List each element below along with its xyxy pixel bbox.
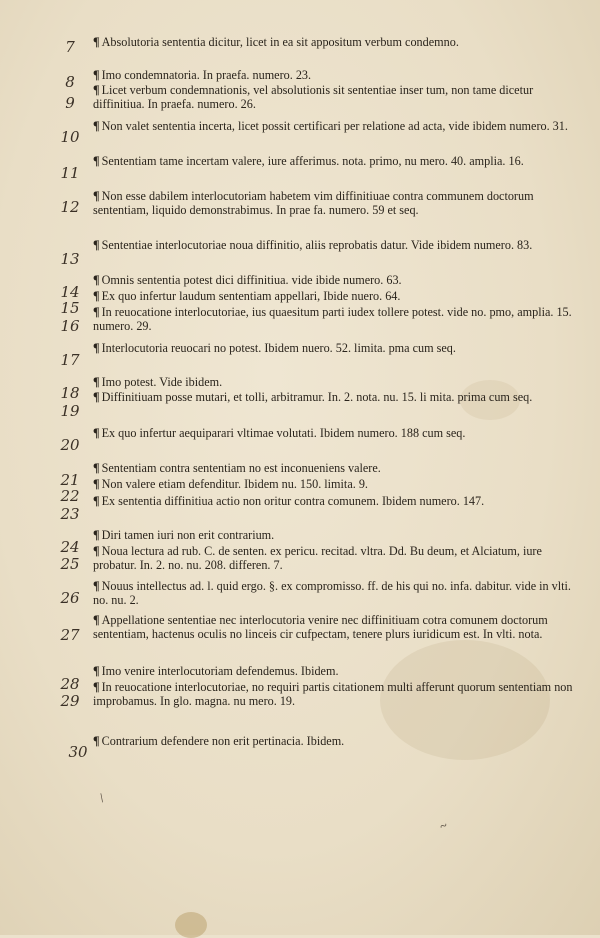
entry-number: 30 xyxy=(68,743,88,761)
entry-text: Diri tamen iuri non erit contrarium. xyxy=(101,528,275,542)
entry-text: Appellatione sententiae nec interlocutoria venire nec diffinitiuam cotra comunem doctorum sententiam, hactenus oculis no linceis cir cufpectam, tenere plurs iuridicum est. In vlti. nota. xyxy=(93,613,548,641)
entry-number: 28 xyxy=(60,675,80,693)
pilcrow-icon: ¶ xyxy=(93,461,100,475)
index-entry xyxy=(93,391,585,405)
entry-number: 24 xyxy=(60,538,80,556)
entry-text: Non valere etiam defenditur. Ibidem nu. 150. limita. 9. xyxy=(101,477,368,491)
pilcrow-icon: ¶ xyxy=(93,477,100,491)
index-entry xyxy=(93,342,585,356)
entry-number: 18 xyxy=(60,384,80,402)
index-entry xyxy=(93,427,585,441)
entry-number: 22 xyxy=(60,487,80,505)
entry-number: 8 xyxy=(65,73,75,91)
entry-number: 20 xyxy=(60,436,80,454)
pilcrow-icon: ¶ xyxy=(93,613,100,627)
entry-number: 7 xyxy=(65,38,75,56)
entry-text: Nouus intellectus ad. l. quid ergo. §. ex compromisso. ff. de his qui no. infa. dabitur. vide in vlti. no. nu. 2. xyxy=(93,579,571,607)
index-entry xyxy=(93,306,585,333)
pilcrow-icon: ¶ xyxy=(93,273,100,287)
pilcrow-icon: ¶ xyxy=(93,528,100,542)
entry-text: Ex quo infertur aequiparari vltimae volutati. Ibidem numero. 188 cum seq. xyxy=(101,426,466,440)
entry-number: 15 xyxy=(60,299,80,317)
ink-mark: ~ xyxy=(437,817,450,834)
pilcrow-icon: ¶ xyxy=(93,494,100,508)
index-entry xyxy=(93,681,585,708)
pilcrow-icon: ¶ xyxy=(93,390,100,404)
pilcrow-icon: ¶ xyxy=(93,154,100,168)
index-entry xyxy=(93,665,585,679)
entry-number: 26 xyxy=(60,589,80,607)
pilcrow-icon: ¶ xyxy=(93,579,100,593)
entry-text: Diffinitiuam posse mutari, et tolli, arbitramur. In. 2. nota. nu. 15. li mita. prima cum seq. xyxy=(101,390,533,404)
index-entry xyxy=(93,84,585,111)
pilcrow-icon: ¶ xyxy=(93,189,100,203)
entry-text: Interlocutoria reuocari no potest. Ibidem nuero. 52. limita. pma cum seq. xyxy=(101,341,456,355)
index-entry xyxy=(93,36,585,50)
entry-text: Imo venire interlocutoriam defendemus. Ibidem. xyxy=(101,664,339,678)
index-entry xyxy=(93,614,585,641)
entry-number: 11 xyxy=(60,164,80,182)
index-entry xyxy=(93,580,585,607)
entry-number: 9 xyxy=(65,94,75,112)
entry-number: 13 xyxy=(60,250,80,268)
entry-number: 14 xyxy=(60,283,80,301)
pilcrow-icon: ¶ xyxy=(93,341,100,355)
pilcrow-icon: ¶ xyxy=(93,426,100,440)
index-entry xyxy=(93,69,585,83)
entry-text: Non valet sententia incerta, licet possit certificari per relatione ad acta, vide ibidem numero. 31. xyxy=(101,119,568,133)
entry-number: 29 xyxy=(60,692,80,710)
ink-mark: / xyxy=(96,790,107,805)
entry-number: 10 xyxy=(60,128,80,146)
entry-text: Sententiam contra sententiam no est inconueniens valere. xyxy=(101,461,381,475)
index-entry xyxy=(93,478,585,492)
pilcrow-icon: ¶ xyxy=(93,289,100,303)
entry-text: Licet verbum condemnationis, vel absolutionis sit sententiae inser tum, non tame dicetur diffinitiua. In praefa. numero. 26. xyxy=(93,83,534,111)
index-entry xyxy=(93,274,585,288)
index-entry xyxy=(93,120,585,134)
pilcrow-icon: ¶ xyxy=(93,35,100,49)
pilcrow-icon: ¶ xyxy=(93,375,100,389)
entry-number: 25 xyxy=(60,555,80,573)
entry-number: 27 xyxy=(60,626,80,644)
entry-text: Absolutoria sententia dicitur, licet in ea sit appositum verbum condemno. xyxy=(101,35,459,49)
entry-number: 16 xyxy=(60,317,80,335)
entry-text: In reuocatione interlocutoriae, ius quaesitum parti iudex tollere potest. vide no. pmo, amplia. 15. numero. 29. xyxy=(93,305,572,333)
entry-text: Imo condemnatoria. In praefa. numero. 23. xyxy=(101,68,312,82)
index-entry xyxy=(93,376,585,390)
pilcrow-icon: ¶ xyxy=(93,68,100,82)
index-entry xyxy=(93,155,585,169)
stain-mark xyxy=(175,912,207,938)
entry-text: Noua lectura ad rub. C. de senten. ex pericu. recitad. vltra. Dd. Bu deum, et Alciatum, iure probatur. In. 2. no. nu. 208. differen. 7. xyxy=(93,544,542,572)
entry-text: Ex sententia diffinitiua actio non oritur contra comunem. Ibidem numero. 147. xyxy=(101,494,485,508)
index-entry xyxy=(93,239,585,253)
entry-text: Non esse dabilem interlocutoriam habetem vim diffinitiuae contra communem doctorum sententiam, liquido demonstrabimus. In prae fa. numero. 59 et seq. xyxy=(93,189,534,217)
pilcrow-icon: ¶ xyxy=(93,83,100,97)
entry-number: 19 xyxy=(60,402,80,420)
entry-text: Sententiae interlocutoriae noua diffinitio, aliis reprobatis datur. Vide ibidem numero. 83. xyxy=(101,238,533,252)
index-entry xyxy=(93,190,585,217)
pilcrow-icon: ¶ xyxy=(93,680,100,694)
pilcrow-icon: ¶ xyxy=(93,664,100,678)
entry-text: In reuocatione interlocutoriae, no requiri partis citationem multi afferunt quorum sententiam non improbamus. In glo. magna. nu mero. 19. xyxy=(93,680,573,708)
pilcrow-icon: ¶ xyxy=(93,544,100,558)
entry-text: Contrarium defendere non erit pertinacia. Ibidem. xyxy=(101,734,345,748)
index-entry xyxy=(93,495,585,509)
entry-number: 12 xyxy=(60,198,80,216)
entry-text: Ex quo infertur laudum sententiam appellari, Ibide nuero. 64. xyxy=(101,289,401,303)
entry-text: Sententiam tame incertam valere, iure afferimus. nota. primo, nu mero. 40. amplia. 16. xyxy=(101,154,524,168)
entry-number: 17 xyxy=(60,351,80,369)
pilcrow-icon: ¶ xyxy=(93,119,100,133)
index-entry xyxy=(93,545,585,572)
index-entry xyxy=(93,735,585,749)
entry-number: 23 xyxy=(60,505,80,523)
pilcrow-icon: ¶ xyxy=(93,734,100,748)
index-entry xyxy=(93,529,585,543)
pilcrow-icon: ¶ xyxy=(93,238,100,252)
index-entry xyxy=(93,462,585,476)
pilcrow-icon: ¶ xyxy=(93,305,100,319)
entry-number: 21 xyxy=(60,471,80,489)
entry-text: Imo potest. Vide ibidem. xyxy=(101,375,223,389)
entry-text: Omnis sententia potest dici diffinitiua. vide ibide numero. 63. xyxy=(101,273,402,287)
index-entry xyxy=(93,290,585,304)
